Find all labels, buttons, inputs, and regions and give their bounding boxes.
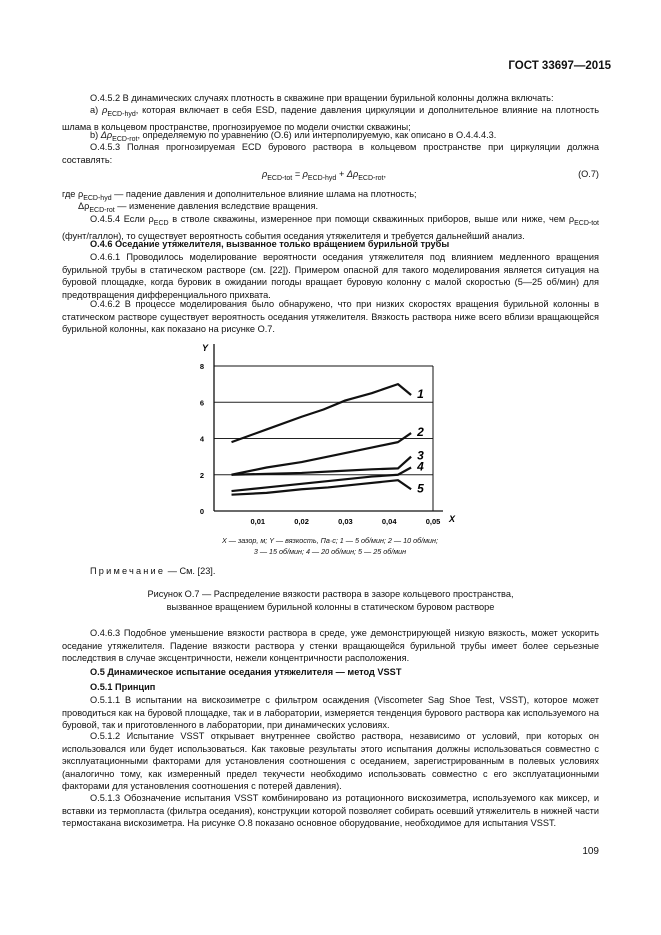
series-label-2: 2 (417, 425, 424, 440)
x-tick-0,02: 0,02 (294, 517, 309, 526)
x-axis-label: X (449, 514, 456, 524)
heading-o51: O.5.1 Принцип (90, 682, 156, 692)
chart-series (232, 384, 412, 495)
y-tick-6: 6 (199, 398, 204, 408)
equation-number: (O.7) (578, 169, 599, 179)
para-o513: O.5.1.3 Обозначение испытания VSST комбинировано из ротационного вискозиметра, используемого как миксер, и вставки из термопласта (фильтра оседания), конструкции которой позволяет собирать осевший утяжелитель в нижней части термостакана вискозиметра. На рисунке O.8 показано основное оборудование, необходимое для испытания VSST. (62, 793, 599, 829)
series-label-3: 3 (417, 448, 424, 463)
page-number: 109 (582, 846, 599, 857)
legend-line-1: X — зазор, м; Y — вязкость, Па·с; 1 — 5 об/мин; 2 — 10 об/мин; (222, 536, 438, 545)
chart-series-labels (416, 387, 424, 495)
heading-o46: O.4.6 Оседание утяжелителя, вызванное только вращением бурильной трубы (90, 239, 450, 249)
para-o462: O.4.6.2 В процессе моделирования было обнаружено, что при низких скоростях вращения бурильной колонны в статическом растворе существует вероятность оседания утяжелителя. Вязкость раствора ниже всего вблизи вращающейся бурильной колонны, как показано на рисунке O.7. (62, 299, 599, 335)
series-line-1 (232, 384, 412, 442)
where-1: где $\rho_{ECD-hyd}$ — падение давления и дополнительное влияние шлама на плотность; (62, 189, 417, 202)
para-o452-b: b) $\Delta\rho_{ECD-rot}$, определяемую по уравнению (O.6) или интерполируемую, как описано в O.4.4.4.3. (90, 130, 497, 143)
standard-header: ГОСТ 33697—2015 (508, 60, 611, 72)
x-tick-0,03: 0,03 (338, 517, 353, 526)
series-line-3 (232, 457, 412, 475)
series-label-1: 1 (417, 387, 424, 401)
series-label-5: 5 (417, 481, 424, 496)
y-tick-0: 0 (199, 507, 204, 516)
equation-o7 (62, 169, 599, 183)
figure-note: Примечание — См. [23]. (90, 566, 216, 576)
x-tick-0,04: 0,04 (381, 517, 397, 526)
y-tick-8: 8 (199, 362, 204, 371)
caption-line-1: Рисунок O.7 — Распределение вязкости раствора в зазоре кольцевого пространства, (147, 589, 514, 599)
para-o454: O.4.5.4 Если $\rho_{ECD}$ в стволе скважины, измеренное при помощи скважинных приборов, выше или ниже, чем $\rho_{ECD-tot}$ (фунт/галлон), то существует вероятность события оседания утяжелителя и требуется дальнейший анализ. (62, 214, 599, 242)
chart-ticks (200, 362, 440, 526)
caption-line-2: вызванное вращением бурильной колонны в статическом буровом растворе (166, 602, 495, 612)
heading-o5: O.5 Динамическое испытание оседания утяжелителя — метод VSST (90, 667, 402, 677)
figure-caption (62, 588, 599, 614)
y-tick-4: 4 (199, 434, 204, 444)
para-o512: O.5.1.2 Испытание VSST открывает внутреннее свойство раствора, независимо от условий, при которых он использовался или будет использоваться. Как таковые результаты этого испытания должны использоваться совместно с эксплуатационными факторами для установления соотношения с оседанием, зарегистрированным в полевых условиях (аналогично тому, как измеренный предел текучести необходимо использовать совместно с его эксплуатационными факторами для установления соотношения с потерей давления). (62, 731, 599, 792)
x-tick-0,05: 0,05 (425, 517, 441, 526)
para-o461: O.4.6.1 Проводилось моделирование вероятности оседания утяжелителя под влиянием медленного вращения бурильной трубы в статическом растворе (см. [22]). Примером опасной для такого моделирования является ситуация на буровой площадке, когда буровик в ожидании погоды вращает буровую колонну с малой скоростью (5—25 об/мин) для предотвращения дифференциального прихвата. (62, 252, 599, 300)
para-o452-a: a) $\rho_{ECD-hyd}$, которая включает в себя ESD, падение давления циркуляции и дополнительное влияние на плотность шлама в кольцевом пространстве, прогнозируемое по модели очистки скважины; (62, 105, 599, 133)
para-o511: O.5.1.1 В испытании на вискозиметре с фильтром осаждения (Viscometer Sag Shoe Test, VSST), которое может проводиться как на буровой площадке, так и в лаборатории, измеряется тенденция бурового раствора как используемого на буровой, так и приготовленного в лаборатории, при динамических условиях. (62, 695, 599, 731)
y-tick-2: 2 (199, 470, 204, 480)
para-o452: O.4.5.2 В динамических случаях плотность в скважине при вращении бурильной колонны должна включать: (90, 93, 554, 103)
equation-formula: $\rho_{ECD-tot} = \rho_{ECD-hyd} + \Delta\rho_{ECD-rot}$, (262, 169, 387, 182)
para-o463: O.4.6.3 Подобное уменьшение вязкости раствора в среде, уже демонстрирующей низкую вязкость, может ускорить оседание утяжелителя. Падение вязкости раствора у стенки вращающейся бурильной трубы имеет более серьезные последствия в случае эксцентричности, нежели концентричности расположения. (62, 628, 599, 664)
series-label-4: 4 (417, 459, 424, 474)
viscosity-chart (190, 338, 470, 533)
legend-line-2: 3 — 15 об/мин; 4 — 20 об/мин; 5 — 25 об/мин (253, 546, 407, 556)
para-o453: O.4.5.3 Полная прогнозируемая ECD бурового раствора в кольцевом пространстве при циркуляции должна составлять: (62, 142, 599, 165)
y-axis-label: Y (202, 343, 209, 353)
x-tick-0,01: 0,01 (250, 517, 266, 526)
chart-gridlines (214, 402, 433, 475)
figure-legend (190, 536, 470, 557)
where-2: $\Delta\rho_{ECD-rot}$ — изменение давления вследствие вращения. (78, 201, 318, 214)
